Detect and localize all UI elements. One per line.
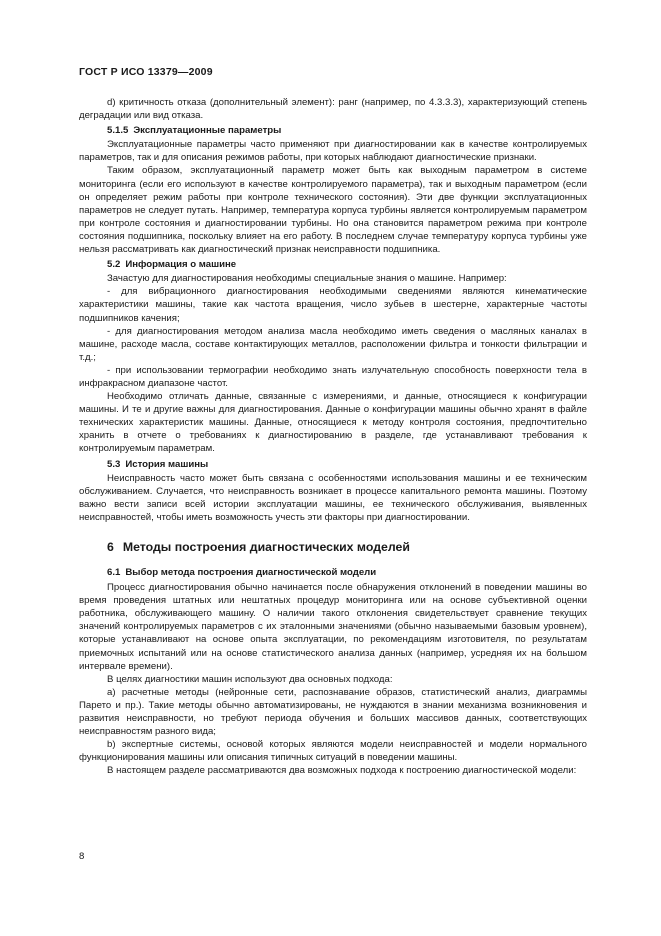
paragraph: - для диагностирования методом анализа масла необходимо иметь сведения о масляных каналах в машине, расходе масла, составе контактирующих металлов, расположении фильтра и тонкости фильтрации и т.д.;: [79, 325, 587, 363]
paragraph: Эксплуатационные параметры часто применяют при диагностировании как в качестве контролируемых параметров, так и для описания режимов работы, при которых наблюдают диагностические признаки.: [79, 139, 587, 164]
paragraph: Неисправность часто может быть связана с особенностями использования машины и ее техническим обслуживанием. Случается, что неисправность возникает в процессе капитального ремонта машины. Поэтому важно вести записи всей истории эксплуатации машины, ее технического обслуживания, выявленных неисправностей, чтобы иметь возможность учесть эти факторы при диагностировании.: [79, 472, 587, 523]
subsection-heading: [79, 258, 587, 271]
heading-text: Информация о машине: [125, 259, 237, 271]
subsection-heading: [79, 566, 587, 579]
paragraph: Процесс диагностирования обычно начинается после обнаружения отклонений в поведении машины во время проведения штатных или нештатных процедур мониторинга или на основе субъективной оценки работника, обслуживающего машину. О наличии такого отклонения свидетельствует сравнение текущих значений контролируемых параметров с их эталонными значениями (обычно называемыми базовым уровнем), которые устанавливают на основе опыта эксплуатации, по рекомендациям изготовителя, по результатам приемочных испытаний или на основе статистического анализа данных (например, усредняя их на большом интервале времени).: [79, 582, 587, 672]
page-number: 8: [79, 851, 85, 862]
heading-number: 5.2: [107, 259, 121, 271]
heading-number: 5.3: [107, 458, 121, 470]
heading-text: Эксплуатационные параметры: [133, 125, 282, 137]
section-heading: [79, 540, 587, 555]
heading-number: 6: [107, 540, 114, 554]
subsection-heading: [79, 124, 587, 137]
paragraph: - для вибрационного диагностирования необходимыми сведениями являются кинематические характеристики машины, такие как частота вращения, число зубьев в шестерне, характерные частоты подшипников качения;: [79, 286, 587, 324]
paragraph: b) экспертные системы, основой которых являются модели неисправностей и модели нормального функционирования машины или описания типичных ситуаций в поведении машины.: [79, 739, 587, 764]
paragraph: - при использовании термографии необходимо знать излучательную способность поверхности тела в инфракрасном диапазоне частот.: [79, 364, 587, 389]
paragraph: В настоящем разделе рассматриваются два возможных подхода к построению диагностической модели:: [107, 765, 577, 777]
paragraph: Зачастую для диагностирования необходимы специальные знания о машине. Например:: [107, 273, 507, 285]
paragraph: d) критичность отказа (дополнительный элемент): ранг (например, по 4.3.3.3), характеризующий степень деградации или вид отказа.: [79, 97, 587, 122]
heading-text: История машины: [125, 458, 209, 470]
paragraph: В целях диагностики машин используют два основных подхода:: [107, 673, 393, 685]
paragraph: Необходимо отличать данные, связанные с измерениями, и данные, относящиеся к конфигурации машины. И те и другие важны для диагностирования. Данные о конфигурации машины обычно хранят в файле технических характеристик машины. Данные, относящиеся к методу контроля состояния, предпочтительно хранить в отчете о требованиях к диагностированию в разделе, где устанавливают требования к контролируемым параметрам.: [79, 391, 587, 455]
document-body: [79, 96, 587, 778]
paragraph: а) расчетные методы (нейронные сети, распознавание образов, статистический анализ, диаграммы Парето и пр.). Такие методы обычно автоматизированы, не нуждаются в знании механизма возникновения и развития неисправности, но требуют периода обучения и больших массивов данных, соответствующих неисправностям разного вида;: [79, 686, 587, 738]
heading-text: Методы построения диагностических моделей: [122, 540, 410, 554]
page-header: ГОСТ Р ИСО 13379—2009: [79, 66, 213, 78]
heading-number: 5.1.5: [107, 125, 129, 137]
paragraph: Таким образом, эксплуатационный параметр может быть как выходным параметром в системе мониторинга (если его используют в качестве контролируемого параметра), так и выходным параметром (если он определяет режим работы при контроле технического состояния). Эти две функции эксплуатационных параметров не следует путать. Например, температура корпуса турбины является контролируемым параметром при контроле состояния и диагностировании турбины. Но она становится параметром режима при контроле состояния подшипника, поскольку влияет на его работу. В последнем случае температуру корпуса турбины уже нельзя рассматривать как диагностический признак неисправности подшипника.: [79, 165, 587, 256]
subsection-heading: [79, 458, 587, 471]
heading-text: Выбор метода построения диагностической модели: [125, 567, 377, 578]
heading-number: 6.1: [107, 567, 121, 578]
